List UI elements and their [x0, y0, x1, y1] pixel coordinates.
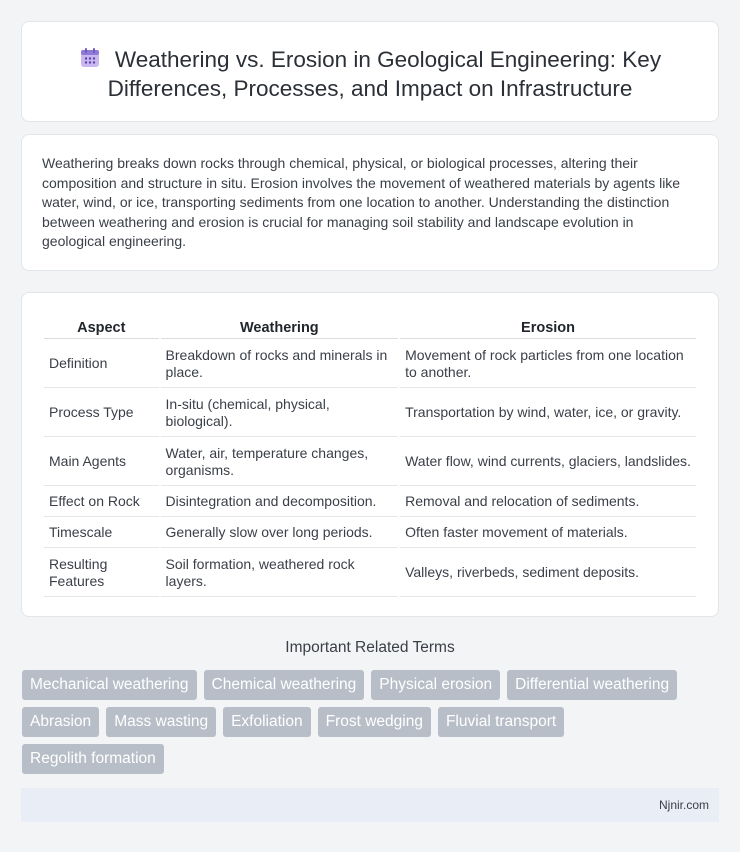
- footer: [21, 788, 719, 822]
- table-cell: Breakdown of rocks and minerals in place.: [161, 341, 399, 388]
- table-cell: Movement of rock particles from one location to another.: [400, 341, 696, 388]
- page-title: [42, 45, 698, 103]
- term-tag[interactable]: Exfoliation: [223, 707, 311, 737]
- calendar-icon: [79, 47, 101, 69]
- term-tag[interactable]: Physical erosion: [371, 670, 500, 700]
- title-card: [21, 21, 719, 122]
- footer-site-link[interactable]: Njnir.com: [658, 798, 709, 812]
- term-tag[interactable]: Abrasion: [22, 707, 99, 737]
- term-tag[interactable]: Chemical weathering: [204, 670, 365, 700]
- table-cell: Valleys, riverbeds, sediment deposits.: [400, 550, 696, 597]
- table-row: [44, 550, 696, 597]
- table-row: [44, 341, 696, 388]
- table-cell: Resulting Features: [44, 550, 159, 597]
- table-cell: Process Type: [44, 390, 159, 437]
- table-cell: Transportation by wind, water, ice, or gravity.: [400, 390, 696, 437]
- table-cell: Generally slow over long periods.: [161, 519, 399, 548]
- table-row: [44, 390, 696, 437]
- comparison-table: [42, 316, 698, 599]
- header-aspect: Aspect: [44, 318, 159, 339]
- table-row: [44, 439, 696, 486]
- table-cell: Soil formation, weathered rock layers.: [161, 550, 399, 597]
- term-tag[interactable]: Mechanical weathering: [22, 670, 197, 700]
- intro-card: [21, 134, 719, 271]
- related-terms-heading: Important Related Terms: [285, 639, 455, 656]
- related-terms-list: [22, 670, 722, 781]
- table-cell: Main Agents: [44, 439, 159, 486]
- table-cell: Water flow, wind currents, glaciers, landslides.: [400, 439, 696, 486]
- term-tag[interactable]: Fluvial transport: [438, 707, 564, 737]
- comparison-card: [21, 292, 719, 617]
- header-weathering: Weathering: [161, 318, 399, 339]
- term-tag[interactable]: Regolith formation: [22, 744, 164, 774]
- term-tag[interactable]: Mass wasting: [106, 707, 216, 737]
- term-tag[interactable]: Frost wedging: [318, 707, 431, 737]
- header-erosion: Erosion: [400, 318, 696, 339]
- table-cell: Disintegration and decomposition.: [161, 488, 399, 517]
- table-cell: Timescale: [44, 519, 159, 548]
- page-title-text: Weathering vs. Erosion in Geological Engineering: Key Differences, Processes, and Impact on Infrastructure: [107, 47, 662, 101]
- table-header-row: [44, 318, 696, 339]
- table-row: [44, 488, 696, 517]
- table-cell: Often faster movement of materials.: [400, 519, 696, 548]
- table-cell: Removal and relocation of sediments.: [400, 488, 696, 517]
- table-cell: Water, air, temperature changes, organisms.: [161, 439, 399, 486]
- intro-paragraph: Weathering breaks down rocks through chemical, physical, or biological processes, altering their composition and structure in situ. Erosion involves the movement of weathered materials by agents like water, wind, or ice, transporting sediments from one location to another. Understanding the distinction between weathering and erosion is crucial for managing soil stability and landscape evolution in geological engineering.: [42, 155, 681, 250]
- table-cell: Effect on Rock: [44, 488, 159, 517]
- term-tag[interactable]: Differential weathering: [507, 670, 677, 700]
- table-cell: In-situ (chemical, physical, biological).: [161, 390, 399, 437]
- table-cell: Definition: [44, 341, 159, 388]
- table-row: [44, 519, 696, 548]
